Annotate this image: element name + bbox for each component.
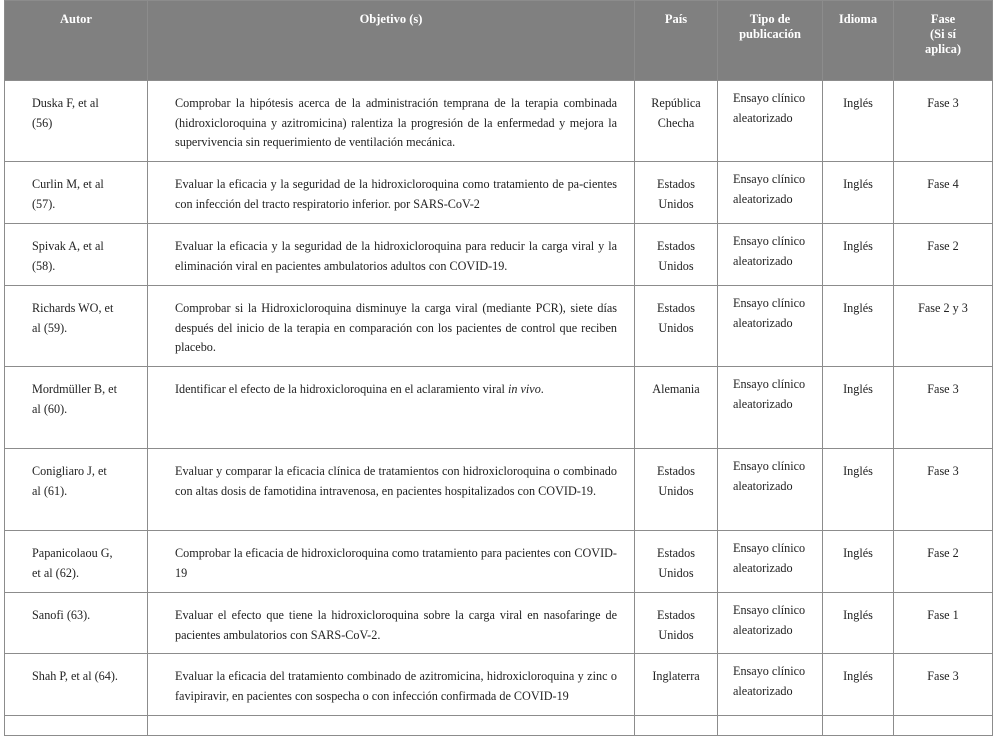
cell-autor [5,224,148,286]
cell-fase: Fase 3 [894,449,993,531]
tipo-line: aleatorizado [733,315,793,330]
header-tipo-line1: Tipo de [749,12,791,26]
tipo-line: Ensayo clínico [733,296,806,310]
cell-objetivo [148,531,635,593]
pais-line: Inglaterra [652,669,700,683]
cell-idioma: Inglés [823,224,894,286]
autor-line: Shah P, et al (64). [32,669,118,683]
cell-idioma: Inglés [823,81,894,162]
cell-idioma: Inglés [823,449,894,531]
cell-pais [635,531,718,593]
cell-objetivo [148,367,635,449]
cell-objetivo [148,81,635,162]
objetivo-text: Comprobar si la Hidroxicloroquina disminuye la carga viral (mediante PCR), siete días después del inicio de la terapia en comparación con los pacientes de control que reciben placebo. [175,301,617,354]
autor-ref: al (60). [32,401,68,416]
cell-tipo [718,286,823,367]
header-objetivo: Objetivo (s) [148,1,635,81]
tipo-line: Ensayo clínico [733,377,806,391]
tipo-line: Ensayo clínico [733,91,806,105]
pais-line: Estados [657,546,695,560]
header-idioma: Idioma [823,1,894,81]
pais-line: Alemania [652,382,700,396]
cell-tipo [718,593,823,654]
cell-fase: Fase 3 [894,367,993,449]
tipo-line: aleatorizado [733,396,793,411]
header-fase-line1: Fase [930,12,956,26]
objetivo-text: Evaluar la eficacia del tratamiento combinado de azitromicina, hidroxicloroquina y zinc o favipiravir, en pacientes con sospecha o con infección confirmada de COVID-19 [175,669,617,703]
autor-line: Papanicolaou G, [32,546,113,560]
cell-fase: Fase 3 [894,81,993,162]
cell-idioma: Inglés [823,654,894,716]
objetivo-text: Comprobar la eficacia de hidroxicloroquina como tratamiento para pacientes con COVID-19 [175,546,617,580]
pais-line: Estados [657,464,695,478]
cell-autor [5,593,148,654]
autor-ref: et al (62). [32,565,80,580]
objetivo-italic: in vivo [507,382,541,396]
table-row [5,162,993,224]
cell-autor [5,654,148,716]
pais-line: República [651,96,701,110]
cell-tipo [718,224,823,286]
cell-tipo [718,654,823,716]
autor-line: Curlin M, et al [32,177,104,191]
tipo-line: Ensayo clínico [733,603,806,617]
tipo-line: Ensayo clínico [733,172,806,186]
cell-autor [5,367,148,449]
header-row [5,1,993,81]
pais-line: Estados [657,239,695,253]
objetivo-text: Evaluar y comparar la eficacia clínica de tratamientos con hidroxicloroquina o combinado con altas dosis de famotidina intravenosa, en pacientes hospitalizados con COVID-19. [175,464,617,498]
pais-line: Estados [657,301,695,315]
cell-autor [5,449,148,531]
tipo-line: aleatorizado [733,253,793,268]
pais-line: Unidos [658,565,694,580]
autor-ref: (57). [32,196,56,211]
autor-line: Mordmüller B, et [32,382,117,396]
table-row [5,286,993,367]
cell-idioma: Inglés [823,286,894,367]
table-header [5,1,993,81]
studies-table [4,0,993,736]
cell-idioma: Inglés [823,593,894,654]
header-tipo [718,1,823,81]
cell-fase: Fase 2 [894,224,993,286]
header-fase-line3: aplica) [924,42,962,56]
pais-line: Unidos [658,320,694,335]
cell-tipo [718,367,823,449]
tipo-line: aleatorizado [733,478,793,493]
header-fase [894,1,993,81]
cell-pais [635,162,718,224]
objetivo-text: Evaluar la eficacia y la seguridad de la hidroxicloroquina para reducir la carga viral y la eliminación viral en pacientes ambulatorios adultos con COVID-19. [175,239,617,273]
pais-line: Estados [657,177,695,191]
table-row [5,449,993,531]
tipo-line: Ensayo clínico [733,459,806,473]
pais-line: Estados [657,608,695,622]
cell-objetivo [148,162,635,224]
cell-tipo [718,162,823,224]
table-row [5,367,993,449]
pais-line: Unidos [658,627,694,642]
cell-autor [5,81,148,162]
autor-line: Spivak A, et al [32,239,104,253]
objetivo-text: Identificar el efecto de la hidroxicloroquina en el aclaramiento viral [175,382,508,396]
tipo-line: Ensayo clínico [733,664,806,678]
cell-pais [635,81,718,162]
header-autor: Autor [5,1,148,81]
cell-objetivo [148,224,635,286]
pais-line: Unidos [658,483,694,498]
tipo-line: aleatorizado [733,622,793,637]
cell-objetivo [148,286,635,367]
autor-ref: (56) [32,115,53,130]
header-pais: País [635,1,718,81]
cell-fase: Fase 2 y 3 [894,286,993,367]
table-row [5,654,993,716]
autor-ref: (58). [32,258,56,273]
cell-tipo [718,81,823,162]
autor-line: Conigliaro J, et [32,464,107,478]
cell-fase: Fase 4 [894,162,993,224]
cell-pais [635,449,718,531]
cell-pais [635,224,718,286]
cell-pais [635,593,718,654]
cell-objetivo [148,449,635,531]
cell-autor [5,531,148,593]
table-body [5,81,993,736]
tipo-line: aleatorizado [733,683,793,698]
cell-objetivo [148,654,635,716]
autor-line: Duska F, et al [32,96,99,110]
header-tipo-line2: publicación [739,27,801,41]
cell-pais [635,286,718,367]
header-fase-line2: (Si sí [929,27,957,41]
tipo-line: aleatorizado [733,110,793,125]
objetivo-text: Comprobar la hipótesis acerca de la administración temprana de la terapia combinada (hidroxicloroquina y azitromicina) ralentiza la progresión de la enfermedad y mejora la supervivencia sin requerimiento de ventilación mecánica. [175,96,617,149]
cell-autor [5,286,148,367]
cell-tipo [718,449,823,531]
cell-idioma: Inglés [823,162,894,224]
autor-ref: al (61). [32,483,68,498]
table-row [5,531,993,593]
cell-idioma: Inglés [823,531,894,593]
tipo-line: aleatorizado [733,191,793,206]
cell-pais [635,654,718,716]
table-row [5,81,993,162]
cell-fase: Fase 2 [894,531,993,593]
cell-autor [5,162,148,224]
tipo-line: Ensayo clínico [733,541,806,555]
pais-line: Checha [657,115,695,130]
pais-line: Unidos [658,258,694,273]
cell-idioma: Inglés [823,367,894,449]
objetivo-tail: . [540,382,544,396]
objetivo-text: Evaluar la eficacia y la seguridad de la hidroxicloroquina como tratamiento de pa-cientes con infección del tracto respiratorio inferior. por SARS-CoV-2 [175,177,617,211]
cell-tipo [718,531,823,593]
autor-ref: al (59). [32,320,68,335]
cell-fase: Fase 1 [894,593,993,654]
tipo-line: Ensayo clínico [733,234,806,248]
objetivo-text: Evaluar el efecto que tiene la hidroxicloroquina sobre la carga viral en nasofaringe de pacientes ambulatorios con SARS-CoV-2. [175,608,617,642]
pais-line: Unidos [658,196,694,211]
table-row [5,224,993,286]
table-row [5,593,993,654]
cell-fase: Fase 3 [894,654,993,716]
tipo-line: aleatorizado [733,560,793,575]
autor-line: Richards WO, et [32,301,114,315]
autor-line: Sanofi (63). [32,608,91,622]
cell-pais [635,367,718,449]
cell-objetivo [148,593,635,654]
